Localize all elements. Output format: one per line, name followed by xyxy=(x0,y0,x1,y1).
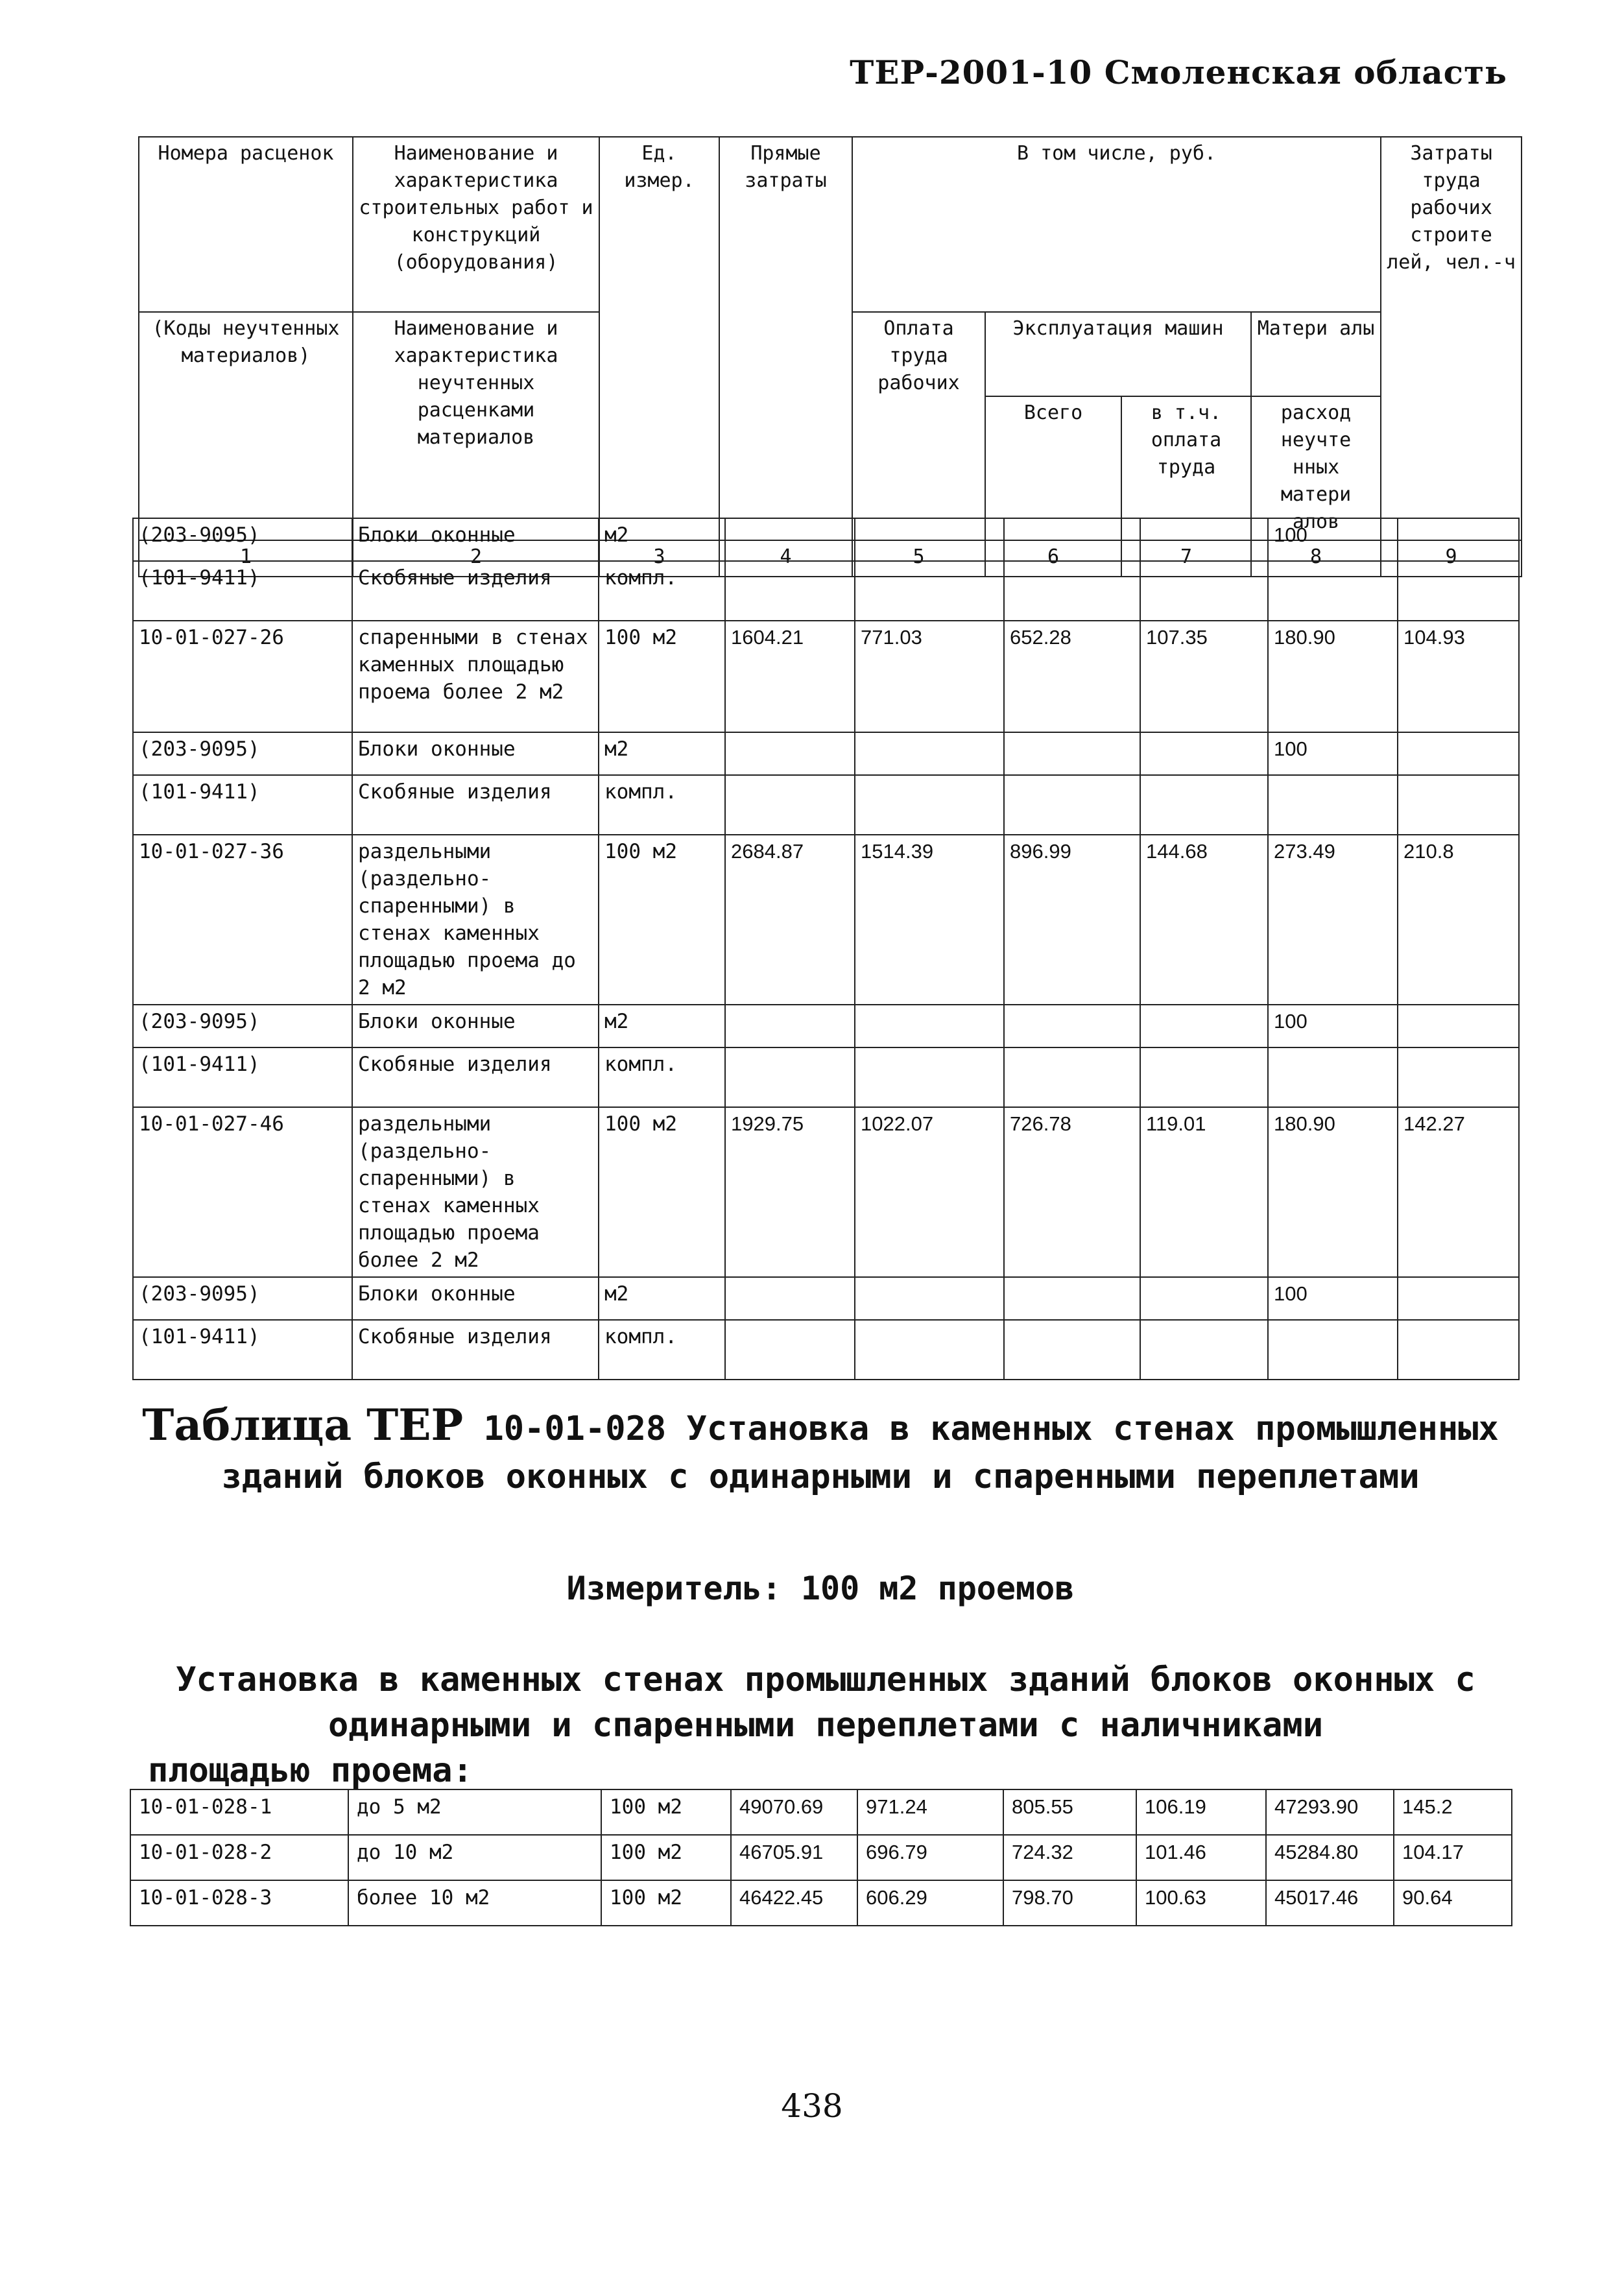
col-header-machines: Эксплуатация машин xyxy=(986,313,1250,397)
table-title xyxy=(130,1401,1511,1501)
rate-code-cell: (203-9095) xyxy=(133,732,352,775)
machine-labor-pay-cell xyxy=(1140,561,1268,621)
direct-costs-cell: 1604.21 xyxy=(725,621,855,732)
unit-cell: 100 м2 xyxy=(599,621,725,732)
labor-hours-cell: 145.2 xyxy=(1394,1789,1512,1835)
col-header-material-name: Наименование и характеристика неучтенных расценками материалов xyxy=(353,312,599,540)
machine-costs-cell xyxy=(1004,561,1140,621)
work-name-cell: Скобяные изделия xyxy=(352,1047,599,1107)
work-name-cell: более 10 м2 xyxy=(348,1880,601,1926)
labor-hours-cell xyxy=(1398,1277,1519,1320)
machine-costs-cell: 798.70 xyxy=(1003,1880,1136,1926)
rate-code-cell: (101-9411) xyxy=(133,561,352,621)
labor-hours-cell: 142.27 xyxy=(1398,1107,1519,1277)
materials-cell xyxy=(1268,1047,1398,1107)
labor-hours-cell xyxy=(1398,1320,1519,1380)
work-name-cell: Блоки оконные xyxy=(352,1277,599,1320)
labor-hours-cell: 104.93 xyxy=(1398,621,1519,732)
work-name-cell: до 10 м2 xyxy=(348,1835,601,1880)
work-name-cell: раздельными (раздельно-спаренными) в стенах каменных площадью проема до 2 м2 xyxy=(352,835,599,1005)
table-row xyxy=(130,1880,1512,1926)
direct-costs-cell xyxy=(725,1047,855,1107)
direct-costs-cell xyxy=(725,1277,855,1320)
materials-cell: 100 xyxy=(1268,1277,1398,1320)
rate-code-cell: 10-01-027-46 xyxy=(133,1107,352,1277)
col-header-machines-total: Всего xyxy=(986,397,1122,540)
machine-labor-pay-cell: 106.19 xyxy=(1136,1789,1266,1835)
col-header-work-name: Наименование и характеристика строительных работ и конструкций (оборудования) xyxy=(353,137,599,312)
materials-cell xyxy=(1268,561,1398,621)
machine-labor-pay-cell: 107.35 xyxy=(1140,621,1268,732)
materials-cell xyxy=(1268,1320,1398,1380)
work-name-cell: Блоки оконные xyxy=(352,518,599,561)
direct-costs-cell: 1929.75 xyxy=(725,1107,855,1277)
materials-cell: 47293.90 xyxy=(1266,1789,1394,1835)
unit-cell: 100 м2 xyxy=(601,1789,731,1835)
column-number: 8 xyxy=(1251,540,1381,577)
unit-cell: м2 xyxy=(599,1277,725,1320)
machine-labor-pay-cell xyxy=(1140,732,1268,775)
direct-costs-cell xyxy=(725,775,855,835)
materials-cell: 180.90 xyxy=(1268,621,1398,732)
work-name-cell: Скобяные изделия xyxy=(352,775,599,835)
unit-cell: компл. xyxy=(599,1320,725,1380)
materials-cell xyxy=(1268,775,1398,835)
machine-labor-pay-cell: 119.01 xyxy=(1140,1107,1268,1277)
subsection-heading xyxy=(148,1657,1503,1793)
rate-code-cell: 10-01-028-2 xyxy=(130,1835,348,1880)
machine-labor-pay-cell: 144.68 xyxy=(1140,835,1268,1005)
work-name-cell: Скобяные изделия xyxy=(352,1320,599,1380)
rate-code-cell: (203-9095) xyxy=(133,1277,352,1320)
work-name-cell: Блоки оконные xyxy=(352,1005,599,1047)
direct-costs-cell: 46422.45 xyxy=(731,1880,857,1926)
machine-costs-cell: 724.32 xyxy=(1003,1835,1136,1880)
col-header-machines-incl-labor: в т.ч. оплата труда xyxy=(1151,401,1222,479)
machine-costs-cell xyxy=(1004,775,1140,835)
unit-cell: 100 м2 xyxy=(599,835,725,1005)
labor-pay-cell xyxy=(855,1277,1004,1320)
materials-cell: 180.90 xyxy=(1268,1107,1398,1277)
column-number: 7 xyxy=(1121,540,1251,577)
rate-code-cell: (101-9411) xyxy=(133,775,352,835)
unit-cell: компл. xyxy=(599,1047,725,1107)
column-header-table xyxy=(138,136,1522,577)
labor-pay-cell: 696.79 xyxy=(857,1835,1003,1880)
labor-pay-cell xyxy=(855,732,1004,775)
materials-cell: 100 xyxy=(1268,518,1398,561)
table-row xyxy=(133,1107,1519,1277)
page-number: 438 xyxy=(781,2087,843,2125)
column-number: 9 xyxy=(1381,540,1522,577)
labor-hours-cell xyxy=(1398,518,1519,561)
work-name-cell: Блоки оконные xyxy=(352,732,599,775)
table-row xyxy=(133,621,1519,732)
machine-costs-cell xyxy=(1004,1047,1140,1107)
machine-costs-cell xyxy=(1004,1005,1140,1047)
table-row xyxy=(133,1047,1519,1107)
machine-labor-pay-cell xyxy=(1140,1320,1268,1380)
rate-code-cell: (101-9411) xyxy=(133,1047,352,1107)
labor-pay-cell xyxy=(855,1320,1004,1380)
direct-costs-cell xyxy=(725,732,855,775)
materials-cell: 100 xyxy=(1268,732,1398,775)
column-number: 1 xyxy=(139,540,353,577)
table-row xyxy=(133,732,1519,775)
running-header: ТЕР-2001-10 Смоленская область xyxy=(850,53,1507,91)
unit-cell: компл. xyxy=(599,775,725,835)
col-header-including-group: В том числе, руб. xyxy=(852,137,1381,312)
materials-cell: 273.49 xyxy=(1268,835,1398,1005)
rates-table xyxy=(132,518,1520,1380)
direct-costs-cell xyxy=(725,561,855,621)
col-header-direct-costs: Прямые затраты xyxy=(719,137,852,540)
table-row xyxy=(133,775,1519,835)
materials-cell: 45017.46 xyxy=(1266,1880,1394,1926)
labor-hours-cell xyxy=(1398,1047,1519,1107)
rate-code-cell: (101-9411) xyxy=(133,1320,352,1380)
rate-code-cell: 10-01-028-3 xyxy=(130,1880,348,1926)
work-name-cell: спаренными в стенах каменных площадью проема более 2 м2 xyxy=(352,621,599,732)
machine-labor-pay-cell xyxy=(1140,1277,1268,1320)
rate-code-cell: (203-9095) xyxy=(133,1005,352,1047)
labor-pay-cell xyxy=(855,561,1004,621)
subsection-heading-line1: Установка в каменных стенах промышленных зданий блоков оконных с одинарными и спаренными переплетами с наличниками xyxy=(176,1660,1475,1745)
machine-costs-cell: 805.55 xyxy=(1003,1789,1136,1835)
work-name-cell: до 5 м2 xyxy=(348,1789,601,1835)
work-name-cell: Скобяные изделия xyxy=(352,561,599,621)
unit-cell: м2 xyxy=(599,518,725,561)
table-row xyxy=(133,518,1519,561)
col-header-labor-hours: Затраты труда рабочих строите лей, чел.-ч xyxy=(1381,137,1522,540)
materials-cell: 100 xyxy=(1268,1005,1398,1047)
table-row xyxy=(133,561,1519,621)
labor-hours-cell xyxy=(1398,732,1519,775)
machine-costs-cell xyxy=(1004,732,1140,775)
column-number: 6 xyxy=(985,540,1121,577)
col-header-materials-usage: расход неучте нных матери алов xyxy=(1280,401,1352,533)
table-row xyxy=(133,1320,1519,1380)
machine-labor-pay-cell xyxy=(1140,775,1268,835)
unit-cell: 100 м2 xyxy=(601,1835,731,1880)
col-header-labor-pay: Оплата труда рабочих xyxy=(852,312,985,540)
column-number: 3 xyxy=(599,540,719,577)
column-number: 2 xyxy=(353,540,599,577)
rate-code-cell: 10-01-028-1 xyxy=(130,1789,348,1835)
direct-costs-cell: 49070.69 xyxy=(731,1789,857,1835)
direct-costs-cell xyxy=(725,1005,855,1047)
table-row xyxy=(133,835,1519,1005)
col-header-machines-group xyxy=(985,312,1251,540)
table-row xyxy=(133,1005,1519,1047)
col-header-unit: Ед. измер. xyxy=(599,137,719,540)
direct-costs-cell xyxy=(725,518,855,561)
labor-hours-cell: 90.64 xyxy=(1394,1880,1512,1926)
unit-cell: м2 xyxy=(599,1005,725,1047)
table-row xyxy=(130,1835,1512,1880)
direct-costs-cell xyxy=(725,1320,855,1380)
labor-hours-cell: 210.8 xyxy=(1398,835,1519,1005)
direct-costs-cell: 2684.87 xyxy=(725,835,855,1005)
machine-labor-pay-cell xyxy=(1140,1047,1268,1107)
measure-unit: Измеритель: 100 м2 проемов xyxy=(566,1570,1075,1607)
labor-pay-cell: 1022.07 xyxy=(855,1107,1004,1277)
labor-pay-cell xyxy=(855,775,1004,835)
unit-cell: 100 м2 xyxy=(599,1107,725,1277)
rate-code-cell: 10-01-027-26 xyxy=(133,621,352,732)
subsection-heading-line2: площадью проема: xyxy=(148,1751,473,1790)
machine-costs-cell: 652.28 xyxy=(1004,621,1140,732)
labor-pay-cell: 971.24 xyxy=(857,1789,1003,1835)
labor-pay-cell: 1514.39 xyxy=(855,835,1004,1005)
rate-code-cell: 10-01-027-36 xyxy=(133,835,352,1005)
labor-hours-cell xyxy=(1398,561,1519,621)
table-title-text: 10-01-028 Установка в каменных стенах промышленных зданий блоков оконных с одинарными и спаренными переплетами xyxy=(221,1409,1499,1496)
machine-labor-pay-cell xyxy=(1140,1005,1268,1047)
machine-costs-cell: 896.99 xyxy=(1004,835,1140,1005)
labor-pay-cell xyxy=(855,1005,1004,1047)
machine-labor-pay-cell: 101.46 xyxy=(1136,1835,1266,1880)
unit-cell: компл. xyxy=(599,561,725,621)
direct-costs-cell: 46705.91 xyxy=(731,1835,857,1880)
machine-costs-cell xyxy=(1004,1320,1140,1380)
col-header-materials: Матери алы xyxy=(1252,313,1380,397)
table-title-prefix: Таблица ТЕР xyxy=(142,1400,464,1450)
labor-hours-cell xyxy=(1398,775,1519,835)
table-row xyxy=(130,1789,1512,1835)
labor-pay-cell xyxy=(855,518,1004,561)
materials-cell: 45284.80 xyxy=(1266,1835,1394,1880)
column-number: 4 xyxy=(719,540,852,577)
table-row xyxy=(133,1277,1519,1320)
unit-cell: 100 м2 xyxy=(601,1880,731,1926)
rates-table-028 xyxy=(130,1789,1512,1926)
labor-pay-cell xyxy=(855,1047,1004,1107)
machine-labor-pay-cell xyxy=(1140,518,1268,561)
machine-costs-cell xyxy=(1004,518,1140,561)
work-name-cell: раздельными (раздельно-спаренными) в стенах каменных площадью проема более 2 м2 xyxy=(352,1107,599,1277)
labor-pay-cell: 606.29 xyxy=(857,1880,1003,1926)
labor-pay-cell: 771.03 xyxy=(855,621,1004,732)
machine-costs-cell: 726.78 xyxy=(1004,1107,1140,1277)
labor-hours-cell: 104.17 xyxy=(1394,1835,1512,1880)
unit-cell: м2 xyxy=(599,732,725,775)
column-number: 5 xyxy=(852,540,985,577)
rate-code-cell: (203-9095) xyxy=(133,518,352,561)
labor-hours-cell xyxy=(1398,1005,1519,1047)
machine-labor-pay-cell: 100.63 xyxy=(1136,1880,1266,1926)
col-header-materials-group xyxy=(1251,312,1381,540)
col-header-material-codes: (Коды неучтенных материалов) xyxy=(139,312,353,540)
machine-costs-cell xyxy=(1004,1277,1140,1320)
col-header-codes: Номера расценок xyxy=(139,137,353,312)
